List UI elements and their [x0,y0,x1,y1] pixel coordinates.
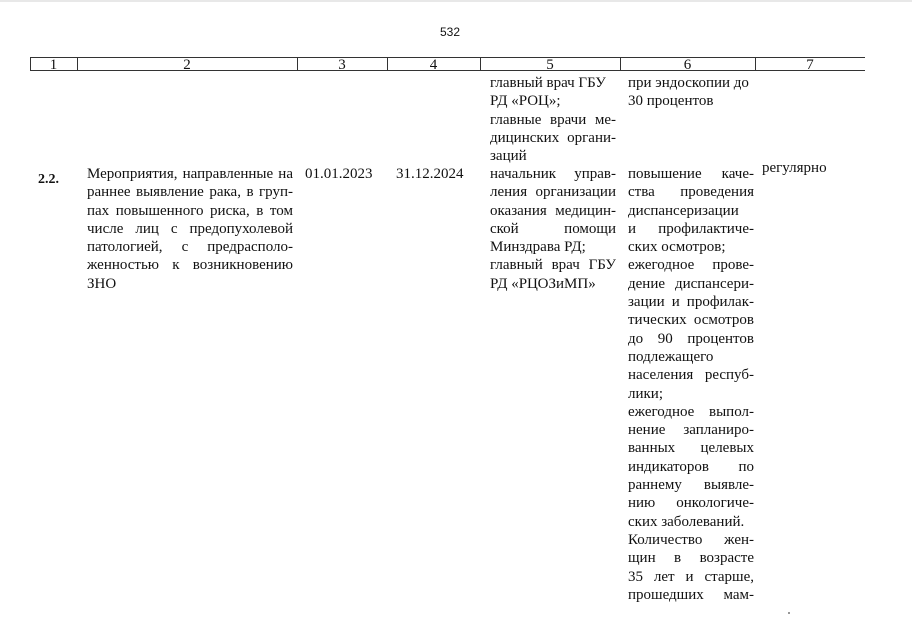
activity-cell [87,165,293,293]
row-number: 2.2. [38,172,59,187]
frequency-cell: регулярно [762,160,827,176]
text-line: оказания медицин- [490,202,616,219]
responsible-cell [490,165,616,293]
end-date: 31.12.2024 [396,166,464,182]
text-line: раннему выявле- [628,477,754,494]
text-line: ежегодное прове- [628,257,754,274]
text-line: ежегодное выпол- [628,403,754,420]
text-line: патологией, с предрасполо- [87,239,293,256]
column-number-5: 5 [546,57,554,73]
text-line: числе лиц с предопухолевой [87,220,293,237]
text-line: прошедших мам- [628,586,754,603]
continued-responsible-cell [490,74,616,165]
text-line: населения респуб- [628,367,754,384]
text-line: и профилактиче- [628,220,754,237]
text-line: лики; [628,385,663,402]
column-number-7: 7 [806,57,814,73]
text-line: диспансеризации [628,202,739,219]
text-line: 30 процентов [628,93,714,110]
scan-speck [788,612,790,614]
text-line: 35 лет и старше, [628,568,754,585]
text-line: щин в возрасте [628,550,754,567]
text-line: ления организации [490,184,616,201]
column-number-4: 4 [429,57,438,73]
text-line: ЗНО [87,275,117,292]
text-line: Минздрава РД; [490,239,586,256]
text-line: главные врачи ме- [490,111,616,128]
continued-result-cell [628,74,754,111]
column-number-3: 3 [338,57,346,73]
text-line: нию онкологиче- [628,495,754,512]
text-line: ства проведения [628,184,754,201]
text-line: РД «РЦОЗиМП» [490,275,596,292]
text-line: дицинских органи- [490,129,616,146]
start-date: 01.01.2023 [305,166,373,182]
text-line: заций [490,148,527,165]
text-line: начальник управ- [490,166,616,182]
page-number: 532 [439,25,461,39]
text-line: ской помощи [490,220,616,237]
column-number-2: 2 [183,57,191,73]
text-line: индикаторов по [628,458,754,475]
result-cell [628,165,754,604]
text-line: женностью к возникновению [87,257,293,274]
column-number-1: 1 [49,57,58,73]
text-line: главный врач ГБУ [490,75,606,91]
text-line: тических осмотров [628,312,754,329]
text-line: Количество жен- [628,531,754,548]
text-line: зации и профилак- [628,294,754,311]
text-line: пах повышенного риска, в том [87,202,293,219]
text-line: при эндоскопии до [628,75,749,91]
text-line: до 90 процентов [628,330,754,347]
text-line: ских осмотров; [628,239,726,256]
text-line: главный врач ГБУ [490,257,616,274]
text-line: подлежащего [628,348,714,365]
text-line: ванных целевых [628,440,754,457]
scan-edge-line [0,0,912,2]
text-line: дение диспансери- [628,275,754,292]
text-line: РД «РОЦ»; [490,93,561,110]
text-line: нение запланиро- [628,422,754,439]
text-line: Мероприятия, направленные на [87,166,293,182]
text-line: ских заболеваний. [628,513,745,530]
text-line: раннее выявление рака, в груп- [87,184,293,201]
text-line: повышение каче- [628,166,754,182]
column-number-6: 6 [683,57,692,73]
